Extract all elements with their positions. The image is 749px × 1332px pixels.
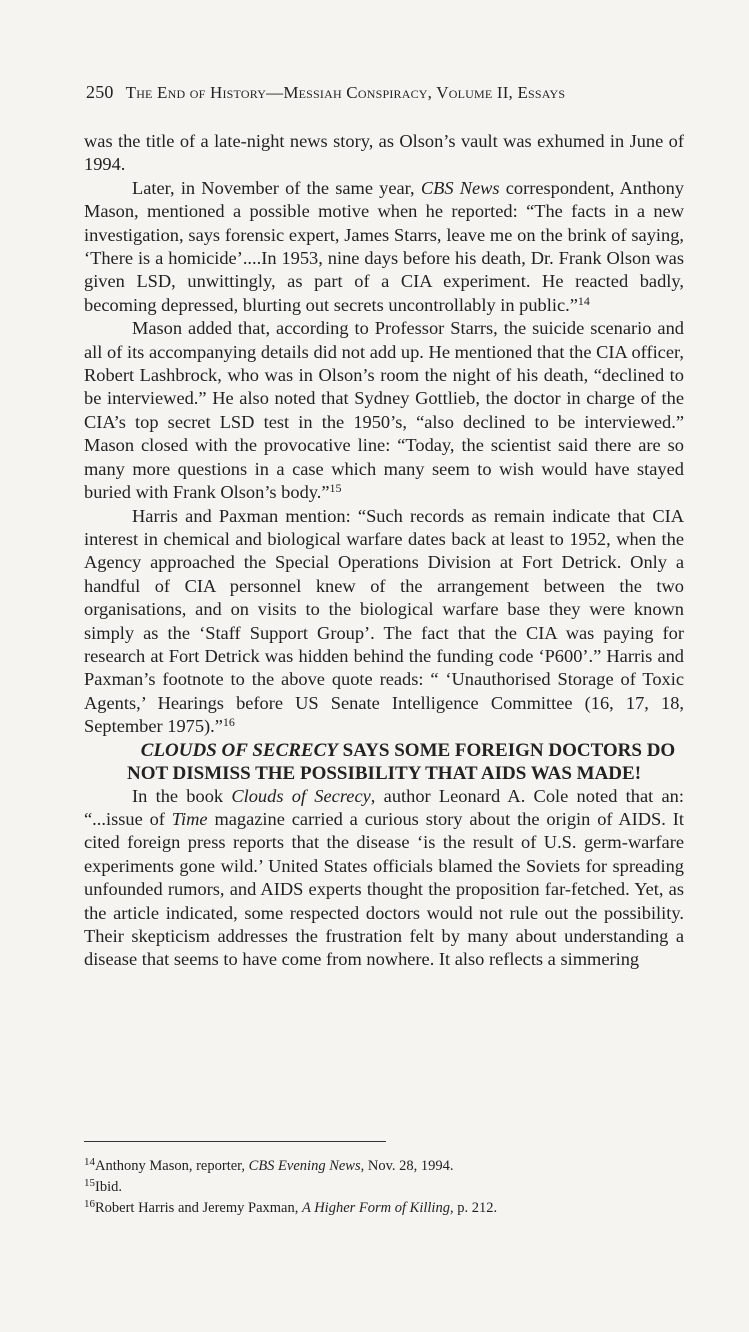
paragraph-5-text-a: In the book <box>132 785 232 806</box>
footnote-text-a: Anthony Mason, reporter, <box>95 1158 249 1174</box>
footnote-ref-14: 14 <box>577 293 590 308</box>
running-head <box>86 81 686 104</box>
footnote-text-italic: A Higher Form of Killing <box>301 1200 450 1216</box>
paragraph-5-text-b: , author Leonard A. Cole noted that an: “...issue of <box>84 785 684 829</box>
section-heading-text: SAYS SOME FOREIGN DOCTORS DO NOT DISMISS THE POSSIBILITY THAT AIDS WAS MADE! <box>126 739 676 784</box>
footnote-text-b: , Nov. 28, 1994. <box>360 1158 454 1174</box>
footnote-text-b: , p. 212. <box>449 1200 498 1216</box>
footnote-divider <box>84 1141 386 1142</box>
paragraph-5-italic-magazine: Time <box>171 808 208 829</box>
paragraph-2 <box>84 177 684 317</box>
running-title: The End of History—Messiah Conspiracy, Volume II, Essays <box>125 83 566 102</box>
footnote-text-a: Ibid. <box>95 1179 122 1195</box>
footnote-text-a: Robert Harris and Jeremy Paxman, <box>95 1200 302 1216</box>
page-number: 250 <box>86 82 114 102</box>
footnote-number: 16 <box>84 1198 95 1210</box>
footnote-ref-16: 16 <box>222 715 235 730</box>
paragraph-1-text: was the title of a late-night news story, as Olson’s vault was exhumed in June of 1994. <box>84 131 684 175</box>
paragraph-3 <box>84 317 684 504</box>
paragraph-2-text-b: correspondent, Anthony Mason, mentioned a possible motive when he reported: “The facts in a new investigation, says forensic expert, James Starrs, leave me on the brink of saying, ‘There is a homicide’....In 1953, nine days before his death, Dr. Frank Olson was given LSD, unwittingly, as part of a CIA experiment. He reacted badly, becoming depressed, blurting out secrets uncontrollably in public.” <box>84 177 685 315</box>
paragraph-5 <box>84 785 684 972</box>
footnotes <box>84 1156 684 1219</box>
footnote-15 <box>84 1177 684 1198</box>
footnote-text-italic: CBS Evening News <box>248 1158 361 1174</box>
paragraph-5-italic-book-title: Clouds of Secrecy <box>231 785 371 806</box>
paragraph-5-text-c: magazine carried a curious story about the origin of AIDS. It cited foreign press reports that the disease ‘is the result of U.S. germ-warfare experiments gone wild.’ United States officials blamed the Soviets for spreading unfounded rumors, and AIDS experts thought the proposition far-fetched. Yet, as the article indicated, some respected doctors would not rule out the possibility. Their skepticism addresses the frustration felt by many about understanding a disease that seems to have come from nowhere. It also reflects a simmering <box>84 808 684 970</box>
paragraph-2-text-a: Later, in November of the same year, <box>132 177 421 198</box>
paragraph-3-text: Mason added that, according to Professor Starrs, the suicide scenario and all of its accompanying details did not add up. He mentioned that the CIA officer, Robert Lashbrock, who was in Olson’s room the night of his death, “declined to be interviewed.” He also noted that Sydney Gottlieb, the doctor in charge of the CIA’s top secret LSD test in the 1950’s, “also declined to be interviewed.” Mason closed with the provocative line: “Today, the scientist said there are so many more questions in a case which many seem to wish would have stayed buried with Frank Olson’s body.” <box>84 318 684 503</box>
section-heading-italic: CLOUDS OF SECRECY <box>140 739 338 761</box>
paragraph-1 <box>84 130 684 177</box>
footnote-number: 15 <box>84 1177 95 1189</box>
body-text <box>84 130 684 972</box>
footnote-ref-15: 15 <box>329 481 342 496</box>
footnote-14 <box>84 1156 684 1177</box>
paragraph-4 <box>84 505 684 739</box>
paragraph-2-italic-cbs-news: CBS News <box>420 177 500 198</box>
paragraph-4-text: Harris and Paxman mention: “Such records as remain indicate that CIA interest in chemical and biological warfare dates back at least to 1952, when the Agency approached the Special Operations Division at Fort Detrick. Only a handful of CIA personnel knew of the arrangement between the two organisations, and on visits to the biological warfare base they were known simply as the ‘Staff Support Group’. The fact that the CIA was paying for research at Fort Detrick was hidden behind the funding code ‘P600’.” Harris and Paxman’s footnote to the above quote reads: “ ‘Unauthorised Storage of Toxic Agents,’ Hearings before US Senate Intelligence Committee (16, 17, 18, September 1975).” <box>84 505 684 737</box>
footnote-16 <box>84 1198 684 1219</box>
section-heading <box>84 739 684 785</box>
footnote-number: 14 <box>84 1156 95 1168</box>
